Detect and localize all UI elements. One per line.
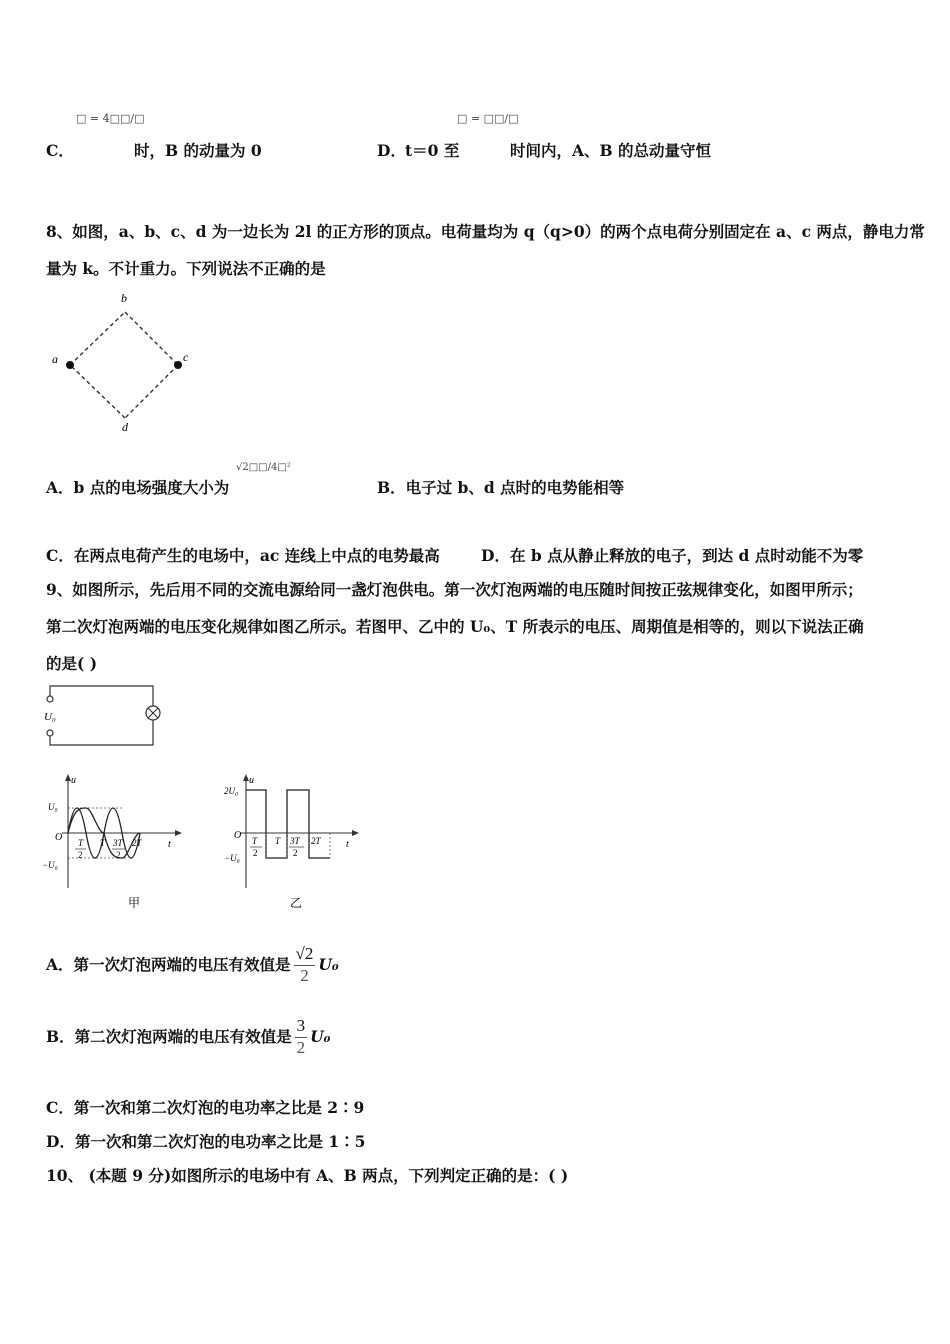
jia-t-label: t [168, 839, 171, 850]
yi-pos-label: 2U₀ [224, 786, 239, 796]
charge-c [174, 361, 182, 369]
q8-optD-text: D．在 b 点从静止释放的电子，到达 d 点时动能不为零 [481, 546, 864, 565]
circuit-u0-label: U₀ [44, 711, 56, 723]
q7-optC-label: C． [46, 141, 74, 160]
q9-optA-text: A．第一次灯泡两端的电压有效值是 [46, 954, 291, 974]
q9-optB-num: 3 [295, 1015, 308, 1038]
square-diagram [46, 288, 196, 436]
q8-stem-line2: 量为 k。不计重力。下列说法不正确的是 [46, 259, 326, 278]
yi-origin: O [234, 830, 242, 841]
charge-a [66, 361, 74, 369]
jia-tick-3half: 3T [113, 838, 123, 848]
graph-yi [222, 770, 367, 915]
yi-caption: 乙 [290, 896, 303, 910]
yi-t-label: t [346, 839, 349, 850]
q9-optA [46, 943, 339, 986]
yi-square-wave [246, 790, 330, 858]
jia-pos-label: U₀ [48, 802, 58, 812]
yi-tick-2T: 2T [311, 836, 321, 846]
circuit-diagram [40, 682, 170, 752]
q9-optA-fraction [294, 943, 316, 986]
svg-text:2: 2 [253, 848, 258, 858]
q10-stem: 10、 (本题 9 分)如图所示的电场中有 A、B 两点，下列判定正确的是：( ) [46, 1166, 569, 1185]
svg-text:2: 2 [116, 850, 121, 860]
graph-jia [40, 770, 190, 915]
q9-optC-text: C．第一次和第二次灯泡的电功率之比是 2∶9 [46, 1098, 365, 1117]
yi-u-label: u [249, 775, 254, 786]
yi-tick-T: T [275, 836, 281, 846]
label-a: a [52, 352, 58, 366]
terminal-bottom [47, 730, 53, 736]
jia-tick-T: T [100, 838, 106, 848]
jia-origin: O [55, 832, 63, 843]
terminal-top [47, 696, 53, 702]
label-b: b [121, 291, 127, 305]
q9-stem-line3: 的是( ) [46, 654, 98, 673]
q9-optB-fraction [295, 1015, 308, 1058]
q8-stem-line1: 8、如图，a、b、c、d 为一边长为 2l 的正方形的顶点。电荷量均为 q（q>0）的两个点电荷分别固定在 a、c 两点，静电力常 [46, 222, 925, 241]
yi-tick-half: T [252, 836, 258, 846]
label-c: c [183, 350, 189, 364]
q9-optB [46, 1015, 330, 1058]
q9-optA-unit: U₀ [318, 954, 339, 974]
label-d: d [122, 420, 128, 434]
q9-stem-line1: 9、如图所示，先后用不同的交流电源给同一盏灯泡供电。第一次灯泡两端的电压随时间按正弦规律变化，如图甲所示； [46, 580, 863, 599]
q8-optA-formula: √2□□/4□² [236, 462, 291, 473]
edge-ab [70, 312, 125, 365]
svg-text:2: 2 [78, 850, 83, 860]
yi-neg-label: −U₀ [224, 853, 240, 863]
q7-optD-t0: t＝0 至 [405, 141, 460, 160]
jia-caption: 甲 [128, 896, 141, 910]
jia-tick-2T: 2T [132, 838, 142, 848]
yi-tick-3half: 3T [290, 836, 300, 846]
q7-optD-formula: □ = □□/□ [457, 112, 519, 125]
q9-optA-num: √2 [294, 943, 316, 966]
q7-optD-text: 时间内，A、B 的总动量守恒 [510, 141, 712, 160]
q9-optB-text: B．第二次灯泡两端的电压有效值是 [46, 1026, 292, 1046]
jia-tick-half: T [78, 838, 84, 848]
q7-optD-label: D． [377, 141, 406, 160]
q9-optA-den: 2 [300, 966, 309, 985]
jia-u-label: u [71, 775, 76, 786]
edge-cd [125, 365, 178, 418]
q9-optD-text: D．第一次和第二次灯泡的电功率之比是 1∶5 [46, 1132, 366, 1151]
q8-optA-text: A．b 点的电场强度大小为 [46, 478, 230, 497]
q7-optC-text: 时，B 的动量为 0 [134, 141, 262, 160]
q8-optC-text: C．在两点电荷产生的电场中，ac 连线上中点的电势最高 [46, 546, 440, 565]
jia-neg-label: −U₀ [42, 860, 58, 870]
circuit-wire [50, 686, 153, 745]
q8-optB-text: B．电子过 b、d 点时的电势能相等 [377, 478, 625, 497]
edge-bc [125, 312, 178, 365]
q9-optB-unit: U₀ [310, 1026, 331, 1046]
edge-da [70, 365, 125, 418]
q7-optC-formula: □ = 4□□/□ [76, 112, 145, 125]
svg-text:2: 2 [293, 848, 298, 858]
q9-optB-den: 2 [296, 1038, 306, 1057]
q9-stem-line2: 第二次灯泡两端的电压变化规律如图乙所示。若图甲、乙中的 U₀、T 所表示的电压、周期值是相等的，则以下说法正确 [46, 617, 864, 636]
